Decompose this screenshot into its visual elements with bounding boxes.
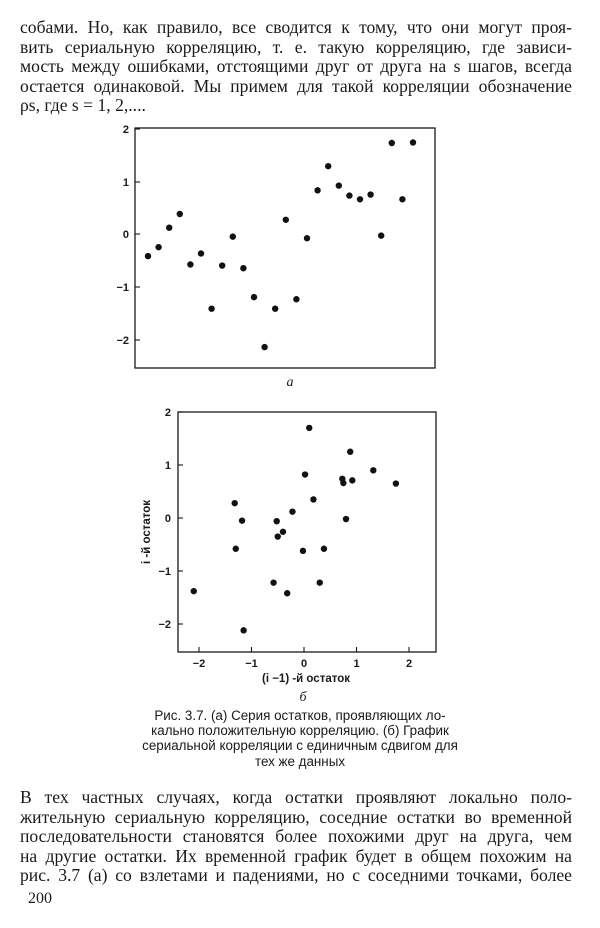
y-tick-label: −1 xyxy=(158,566,171,578)
data-point xyxy=(370,467,376,473)
data-point xyxy=(349,477,355,483)
y-tick-label: 2 xyxy=(122,124,129,136)
x-tick-label: −2 xyxy=(192,658,206,670)
data-point xyxy=(239,517,245,523)
data-point xyxy=(284,590,290,596)
caption-line: кально положительную корреляцию. (б) График xyxy=(151,723,449,739)
data-point xyxy=(240,627,246,633)
y-tick-label: 0 xyxy=(122,229,129,241)
y-tick-label: 1 xyxy=(122,177,129,189)
data-point xyxy=(393,480,399,486)
x-tick-label: −1 xyxy=(245,658,258,670)
data-point xyxy=(289,508,295,514)
text-line: собами. Но, как правило, все сводится к тому, что они могут проя- xyxy=(20,17,572,37)
x-tick-label: 1 xyxy=(353,658,360,670)
x-tick-label: 2 xyxy=(405,658,413,670)
text-line: рис. 3.7 (а) со взлетами и падениями, но с соседними точками, более xyxy=(20,865,572,886)
figure-caption xyxy=(120,708,480,769)
data-point xyxy=(343,516,349,522)
y-tick-label: −2 xyxy=(116,335,129,347)
data-point xyxy=(233,546,239,552)
text-line: вить сериальную корреляцию, т. е. такую корреляцию, где зависи- xyxy=(20,36,572,57)
y-tick-label: 1 xyxy=(164,460,171,472)
text-line: мость между ошибками, отстоящими друг от друга на s шагов, всегда xyxy=(20,56,572,77)
text-line: ρs, где s = 1, 2,.... xyxy=(20,95,146,116)
data-point xyxy=(191,588,197,594)
data-point xyxy=(280,529,286,535)
data-point xyxy=(270,579,276,585)
data-point xyxy=(306,425,312,431)
caption-line: Рис. 3.7. (а) Серия остатков, проявляющих ло- xyxy=(154,708,446,723)
plot-frame xyxy=(178,412,436,652)
panel-label-a: а xyxy=(286,375,294,390)
data-point xyxy=(340,480,346,486)
data-point xyxy=(232,500,238,506)
y-tick-label: −1 xyxy=(116,282,129,294)
text-line: остается одинаковой. Мы примем для такой корреляции обозначение xyxy=(20,75,572,96)
y-tick-label: 2 xyxy=(164,407,171,419)
x-axis-label: (i −1) -й остаток xyxy=(261,673,351,685)
text-line: последовательности становятся более похожими друг на друга, чем xyxy=(20,826,572,847)
data-point xyxy=(274,518,280,524)
paragraph-bottom xyxy=(20,788,572,886)
y-tick-label: −2 xyxy=(158,619,171,631)
caption-line: сериальной корреляции с единичным сдвигом для xyxy=(142,738,458,754)
y-axis-label: i -й остаток xyxy=(141,499,153,565)
data-point xyxy=(302,471,308,477)
text-line: жительную сериальную корреляцию, соседние остатки во временной xyxy=(20,806,572,827)
data-point xyxy=(310,496,316,502)
text-line: на другие остатки. Их временной график будет в общем похожим на xyxy=(20,845,572,866)
y-tick-label: 0 xyxy=(164,513,171,525)
data-point xyxy=(317,579,323,585)
x-tick-label: 0 xyxy=(300,658,308,670)
data-point xyxy=(275,533,281,539)
caption-line: тех же данных xyxy=(254,753,346,769)
text-line: В тех частных случаях, когда остатки проявляют локально поло- xyxy=(20,787,572,807)
page-number: 200 xyxy=(28,890,52,907)
data-point xyxy=(347,449,353,455)
panel-label-b: б xyxy=(299,690,307,705)
data-point xyxy=(300,548,306,554)
data-point xyxy=(321,546,327,552)
